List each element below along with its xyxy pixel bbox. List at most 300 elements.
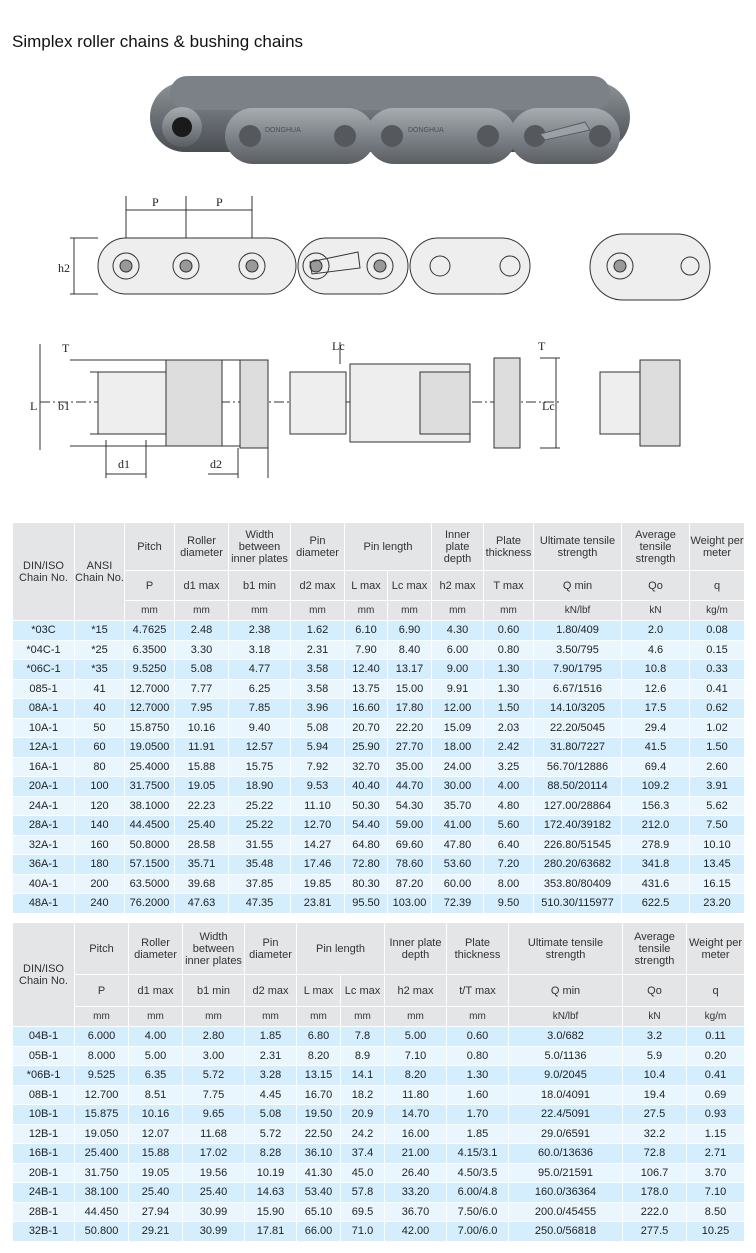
- value-cell: 3.00: [183, 1046, 245, 1066]
- chain-no-cell: 16A-1: [13, 757, 75, 777]
- value-cell: 11.68: [183, 1124, 245, 1144]
- value-cell: 19.85: [291, 874, 345, 894]
- value-cell: 3.18: [229, 640, 291, 660]
- value-cell: 25.22: [229, 816, 291, 836]
- unit-cell: kg/m: [690, 601, 745, 621]
- header-ultimate: Ultimate tensile strength: [509, 923, 623, 975]
- chain-no-cell: *03C: [13, 621, 75, 641]
- symbol-cell: d1 max: [175, 571, 229, 601]
- table-row: [13, 1046, 745, 1066]
- value-cell: 19.50: [297, 1105, 341, 1125]
- value-cell: 8.000: [75, 1046, 129, 1066]
- chain-no-cell: 40A-1: [13, 874, 75, 894]
- symbol-cell: T max: [484, 571, 534, 601]
- value-cell: 10.4: [623, 1066, 687, 1086]
- side-view: [98, 234, 710, 300]
- value-cell: 9.91: [432, 679, 484, 699]
- value-cell: 30.99: [183, 1202, 245, 1222]
- value-cell: 10.16: [175, 718, 229, 738]
- header-chain-no: DIN/ISO Chain No.: [13, 523, 75, 621]
- value-cell: 14.1: [341, 1066, 385, 1086]
- value-cell: 200.0/45455: [509, 1202, 623, 1222]
- value-cell: 54.40: [345, 816, 388, 836]
- value-cell: 15.90: [245, 1202, 297, 1222]
- value-cell: 10.10: [690, 835, 745, 855]
- value-cell: 18.2: [341, 1085, 385, 1105]
- table-row: [13, 1144, 745, 1164]
- value-cell: 14.27: [291, 835, 345, 855]
- value-cell: 5.00: [129, 1046, 183, 1066]
- symbol-cell: h2 max: [385, 975, 447, 1007]
- value-cell: 11.80: [385, 1085, 447, 1105]
- value-cell: 510.30/115977: [534, 894, 622, 914]
- table-row: [13, 679, 745, 699]
- header-pin-dia: Pin diameter: [291, 523, 345, 571]
- value-cell: 16.60: [345, 699, 388, 719]
- chain-no-cell: *06B-1: [13, 1066, 75, 1086]
- value-cell: 22.20/5045: [534, 718, 622, 738]
- unit-cell: mm: [125, 601, 175, 621]
- value-cell: 13.45: [690, 855, 745, 875]
- chain-no-cell: 80: [75, 757, 125, 777]
- header-inner-plate: Inner plate depth: [432, 523, 484, 571]
- value-cell: 19.05: [175, 777, 229, 797]
- value-cell: 35.48: [229, 855, 291, 875]
- table-row: [13, 699, 745, 719]
- value-cell: 72.39: [432, 894, 484, 914]
- value-cell: 5.94: [291, 738, 345, 758]
- value-cell: 0.20: [687, 1046, 745, 1066]
- value-cell: 14.70: [385, 1105, 447, 1125]
- value-cell: 7.90: [345, 640, 388, 660]
- value-cell: 4.7625: [125, 621, 175, 641]
- value-cell: 7.10: [385, 1046, 447, 1066]
- value-cell: 7.75: [183, 1085, 245, 1105]
- table-row: [13, 894, 745, 914]
- label-d2: d2: [210, 457, 222, 471]
- spec-table-b: [12, 922, 745, 1242]
- value-cell: 35.70: [432, 796, 484, 816]
- header-pin-len: Pin length: [297, 923, 385, 975]
- value-cell: 27.70: [388, 738, 432, 758]
- value-cell: 2.71: [687, 1144, 745, 1164]
- table-row: [13, 660, 745, 680]
- symbol-cell: b1 min: [183, 975, 245, 1007]
- table-row: [13, 1183, 745, 1203]
- value-cell: 127.00/28864: [534, 796, 622, 816]
- chain-no-cell: 41: [75, 679, 125, 699]
- value-cell: 66.00: [297, 1222, 341, 1242]
- value-cell: 6.80: [297, 1027, 341, 1047]
- value-cell: 25.22: [229, 796, 291, 816]
- header-weight: Weight per meter: [690, 523, 745, 571]
- chain-no-cell: 180: [75, 855, 125, 875]
- chain-no-cell: 120: [75, 796, 125, 816]
- value-cell: 1.85: [245, 1027, 297, 1047]
- value-cell: 19.4: [623, 1085, 687, 1105]
- value-cell: 12.07: [129, 1124, 183, 1144]
- value-cell: 13.17: [388, 660, 432, 680]
- value-cell: 15.875: [75, 1105, 129, 1125]
- value-cell: 12.40: [345, 660, 388, 680]
- value-cell: 36.70: [385, 1202, 447, 1222]
- symbol-cell: q: [690, 571, 745, 601]
- value-cell: 1.80/409: [534, 621, 622, 641]
- table-row: [13, 855, 745, 875]
- table-row: [13, 738, 745, 758]
- chain-no-cell: *06C-1: [13, 660, 75, 680]
- value-cell: 25.400: [75, 1144, 129, 1164]
- value-cell: 88.50/20114: [534, 777, 622, 797]
- value-cell: 15.09: [432, 718, 484, 738]
- chain-no-cell: 08B-1: [13, 1085, 75, 1105]
- technical-drawing: [0, 0, 756, 520]
- value-cell: 4.77: [229, 660, 291, 680]
- chain-no-cell: 40: [75, 699, 125, 719]
- value-cell: 15.88: [129, 1144, 183, 1164]
- unit-cell: mm: [432, 601, 484, 621]
- value-cell: 172.40/39182: [534, 816, 622, 836]
- symbol-cell: Qo: [623, 975, 687, 1007]
- value-cell: 106.7: [623, 1163, 687, 1183]
- header-weight: Weight per meter: [687, 923, 745, 975]
- value-cell: 25.40: [129, 1183, 183, 1203]
- value-cell: 25.90: [345, 738, 388, 758]
- value-cell: 4.6: [622, 640, 690, 660]
- value-cell: 0.69: [687, 1085, 745, 1105]
- unit-cell: mm: [229, 601, 291, 621]
- value-cell: 17.80: [388, 699, 432, 719]
- value-cell: 0.62: [690, 699, 745, 719]
- chain-no-cell: 28A-1: [13, 816, 75, 836]
- value-cell: 2.0: [622, 621, 690, 641]
- value-cell: 15.8750: [125, 718, 175, 738]
- value-cell: 63.5000: [125, 874, 175, 894]
- value-cell: 27.94: [129, 1202, 183, 1222]
- unit-cell: mm: [341, 1007, 385, 1027]
- unit-cell: kN: [622, 601, 690, 621]
- value-cell: 31.80/7227: [534, 738, 622, 758]
- value-cell: 3.0/682: [509, 1027, 623, 1047]
- value-cell: 3.58: [291, 679, 345, 699]
- value-cell: 44.4500: [125, 816, 175, 836]
- symbol-cell: t/T max: [447, 975, 509, 1007]
- value-cell: 0.33: [690, 660, 745, 680]
- symbol-cell: L max: [345, 571, 388, 601]
- value-cell: 12.7000: [125, 699, 175, 719]
- value-cell: 9.40: [229, 718, 291, 738]
- value-cell: 5.9: [623, 1046, 687, 1066]
- value-cell: 25.40: [175, 816, 229, 836]
- value-cell: 26.40: [385, 1163, 447, 1183]
- value-cell: 5.08: [245, 1105, 297, 1125]
- table-row: [13, 640, 745, 660]
- value-cell: 11.10: [291, 796, 345, 816]
- value-cell: 178.0: [623, 1183, 687, 1203]
- table-row: [13, 718, 745, 738]
- table-row: [13, 1027, 745, 1047]
- unit-cell: mm: [75, 1007, 129, 1027]
- symbol-cell: q: [687, 975, 745, 1007]
- value-cell: 13.75: [345, 679, 388, 699]
- chain-no-cell: 24B-1: [13, 1183, 75, 1203]
- unit-cell: mm: [291, 601, 345, 621]
- value-cell: 24.2: [341, 1124, 385, 1144]
- value-cell: 7.50: [690, 816, 745, 836]
- value-cell: 60.00: [432, 874, 484, 894]
- header-pin-len: Pin length: [345, 523, 432, 571]
- value-cell: 5.72: [183, 1066, 245, 1086]
- table-row: [13, 1124, 745, 1144]
- value-cell: 12.00: [432, 699, 484, 719]
- chain-no-cell: 32B-1: [13, 1222, 75, 1242]
- value-cell: 8.20: [385, 1066, 447, 1086]
- value-cell: 8.50: [687, 1202, 745, 1222]
- value-cell: 6.00: [432, 640, 484, 660]
- value-cell: 23.81: [291, 894, 345, 914]
- value-cell: 160.0/36364: [509, 1183, 623, 1203]
- value-cell: 8.9: [341, 1046, 385, 1066]
- symbol-cell: b1 min: [229, 571, 291, 601]
- value-cell: 2.31: [291, 640, 345, 660]
- value-cell: 9.5250: [125, 660, 175, 680]
- value-cell: 8.28: [245, 1144, 297, 1164]
- value-cell: 1.15: [687, 1124, 745, 1144]
- value-cell: 72.8: [623, 1144, 687, 1164]
- value-cell: 57.1500: [125, 855, 175, 875]
- symbol-cell: d2 max: [291, 571, 345, 601]
- table-row: [13, 874, 745, 894]
- value-cell: 25.4000: [125, 757, 175, 777]
- label-p: P: [216, 195, 223, 209]
- value-cell: 7.8: [341, 1027, 385, 1047]
- header-ansi: ANSI Chain No.: [75, 523, 125, 621]
- value-cell: 13.15: [297, 1066, 341, 1086]
- value-cell: 9.525: [75, 1066, 129, 1086]
- value-cell: 3.25: [484, 757, 534, 777]
- value-cell: 27.5: [623, 1105, 687, 1125]
- value-cell: 7.00/6.0: [447, 1222, 509, 1242]
- value-cell: 87.20: [388, 874, 432, 894]
- value-cell: 23.20: [690, 894, 745, 914]
- value-cell: 431.6: [622, 874, 690, 894]
- header-pin-dia: Pin diameter: [245, 923, 297, 975]
- value-cell: 21.00: [385, 1144, 447, 1164]
- value-cell: 226.80/51545: [534, 835, 622, 855]
- value-cell: 76.2000: [125, 894, 175, 914]
- value-cell: 2.31: [245, 1046, 297, 1066]
- value-cell: 5.08: [291, 718, 345, 738]
- value-cell: 8.20: [297, 1046, 341, 1066]
- value-cell: 7.92: [291, 757, 345, 777]
- value-cell: 20.70: [345, 718, 388, 738]
- symbol-cell: h2 max: [432, 571, 484, 601]
- chain-no-cell: *04C-1: [13, 640, 75, 660]
- value-cell: 0.60: [447, 1027, 509, 1047]
- chain-no-cell: 50: [75, 718, 125, 738]
- value-cell: 41.30: [297, 1163, 341, 1183]
- value-cell: 50.8000: [125, 835, 175, 855]
- value-cell: 7.95: [175, 699, 229, 719]
- value-cell: 10.25: [687, 1222, 745, 1242]
- label-lc: Lc: [332, 339, 345, 353]
- chain-no-cell: 20B-1: [13, 1163, 75, 1183]
- value-cell: 95.50: [345, 894, 388, 914]
- value-cell: 3.30: [175, 640, 229, 660]
- value-cell: 29.4: [622, 718, 690, 738]
- table-row: [13, 1066, 745, 1086]
- value-cell: 9.53: [291, 777, 345, 797]
- value-cell: 103.00: [388, 894, 432, 914]
- value-cell: 5.72: [245, 1124, 297, 1144]
- value-cell: 35.71: [175, 855, 229, 875]
- value-cell: 1.50: [484, 699, 534, 719]
- chain-no-cell: 32A-1: [13, 835, 75, 855]
- value-cell: 1.70: [447, 1105, 509, 1125]
- value-cell: 1.62: [291, 621, 345, 641]
- value-cell: 9.65: [183, 1105, 245, 1125]
- value-cell: 2.38: [229, 621, 291, 641]
- value-cell: 44.450: [75, 1202, 129, 1222]
- value-cell: 0.15: [690, 640, 745, 660]
- chain-no-cell: 085-1: [13, 679, 75, 699]
- chain-no-cell: 12A-1: [13, 738, 75, 758]
- value-cell: 4.45: [245, 1085, 297, 1105]
- value-cell: 6.40: [484, 835, 534, 855]
- value-cell: 9.50: [484, 894, 534, 914]
- value-cell: 1.85: [447, 1124, 509, 1144]
- value-cell: 7.50/6.0: [447, 1202, 509, 1222]
- value-cell: 18.00: [432, 738, 484, 758]
- value-cell: 3.2: [623, 1027, 687, 1047]
- header-average: Average tensile strength: [622, 523, 690, 571]
- value-cell: 8.40: [388, 640, 432, 660]
- value-cell: 39.68: [175, 874, 229, 894]
- brand-stamp: DONGHUA: [265, 127, 301, 134]
- value-cell: 17.5: [622, 699, 690, 719]
- chain-no-cell: *15: [75, 621, 125, 641]
- value-cell: 15.75: [229, 757, 291, 777]
- unit-cell: mm: [388, 601, 432, 621]
- value-cell: 40.40: [345, 777, 388, 797]
- value-cell: 17.02: [183, 1144, 245, 1164]
- chain-no-cell: 10A-1: [13, 718, 75, 738]
- value-cell: 24.00: [432, 757, 484, 777]
- value-cell: 42.00: [385, 1222, 447, 1242]
- value-cell: 64.80: [345, 835, 388, 855]
- value-cell: 341.8: [622, 855, 690, 875]
- value-cell: 22.4/5091: [509, 1105, 623, 1125]
- header-ultimate: Ultimate tensile strength: [534, 523, 622, 571]
- header-chain-no: DIN/ISO Chain No.: [13, 923, 75, 1027]
- symbol-cell: Q min: [534, 571, 622, 601]
- value-cell: 16.70: [297, 1085, 341, 1105]
- chain-no-cell: 28B-1: [13, 1202, 75, 1222]
- value-cell: 3.96: [291, 699, 345, 719]
- value-cell: 0.60: [484, 621, 534, 641]
- label-l: L: [30, 399, 38, 413]
- value-cell: 50.30: [345, 796, 388, 816]
- value-cell: 6.3500: [125, 640, 175, 660]
- value-cell: 44.70: [388, 777, 432, 797]
- value-cell: 32.2: [623, 1124, 687, 1144]
- value-cell: 2.42: [484, 738, 534, 758]
- value-cell: 212.0: [622, 816, 690, 836]
- value-cell: 280.20/63682: [534, 855, 622, 875]
- unit-cell: mm: [175, 601, 229, 621]
- header-pitch: Pitch: [75, 923, 129, 975]
- value-cell: 37.85: [229, 874, 291, 894]
- value-cell: 3.58: [291, 660, 345, 680]
- unit-cell: kN: [623, 1007, 687, 1027]
- table-row: [13, 796, 745, 816]
- value-cell: 8.00: [484, 874, 534, 894]
- symbol-cell: Lc max: [341, 975, 385, 1007]
- value-cell: 33.20: [385, 1183, 447, 1203]
- value-cell: 29.0/6591: [509, 1124, 623, 1144]
- value-cell: 4.00: [484, 777, 534, 797]
- chain-no-cell: 12B-1: [13, 1124, 75, 1144]
- unit-cell: kN/lbf: [509, 1007, 623, 1027]
- value-cell: 53.40: [297, 1183, 341, 1203]
- chain-no-cell: 100: [75, 777, 125, 797]
- unit-cell: mm: [484, 601, 534, 621]
- value-cell: 38.100: [75, 1183, 129, 1203]
- value-cell: 14.10/3205: [534, 699, 622, 719]
- chain-no-cell: 200: [75, 874, 125, 894]
- value-cell: 29.21: [129, 1222, 183, 1242]
- value-cell: 9.00: [432, 660, 484, 680]
- value-cell: 0.93: [687, 1105, 745, 1125]
- value-cell: 80.30: [345, 874, 388, 894]
- value-cell: 18.90: [229, 777, 291, 797]
- value-cell: 8.51: [129, 1085, 183, 1105]
- value-cell: 17.46: [291, 855, 345, 875]
- header-roller: Roller diameter: [129, 923, 183, 975]
- value-cell: 9.0/2045: [509, 1066, 623, 1086]
- value-cell: 278.9: [622, 835, 690, 855]
- value-cell: 7.10: [687, 1183, 745, 1203]
- value-cell: 7.20: [484, 855, 534, 875]
- value-cell: 78.60: [388, 855, 432, 875]
- unit-cell: mm: [183, 1007, 245, 1027]
- value-cell: 2.80: [183, 1027, 245, 1047]
- unit-cell: mm: [297, 1007, 341, 1027]
- value-cell: 53.60: [432, 855, 484, 875]
- value-cell: 60.0/13636: [509, 1144, 623, 1164]
- value-cell: 0.41: [687, 1066, 745, 1086]
- value-cell: 1.30: [447, 1066, 509, 1086]
- value-cell: 69.60: [388, 835, 432, 855]
- table-row: [13, 1105, 745, 1125]
- value-cell: 4.30: [432, 621, 484, 641]
- value-cell: 20.9: [341, 1105, 385, 1125]
- value-cell: 250.0/56818: [509, 1222, 623, 1242]
- chain-no-cell: 08A-1: [13, 699, 75, 719]
- value-cell: 41.5: [622, 738, 690, 758]
- value-cell: 1.60: [447, 1085, 509, 1105]
- header-plate-thick: Plate thickness: [484, 523, 534, 571]
- label-h2: h2: [58, 261, 70, 275]
- value-cell: 622.5: [622, 894, 690, 914]
- unit-cell: mm: [245, 1007, 297, 1027]
- unit-cell: mm: [345, 601, 388, 621]
- value-cell: 16.15: [690, 874, 745, 894]
- value-cell: 277.5: [623, 1222, 687, 1242]
- value-cell: 5.00: [385, 1027, 447, 1047]
- chain-no-cell: 16B-1: [13, 1144, 75, 1164]
- symbol-cell: d1 max: [129, 975, 183, 1007]
